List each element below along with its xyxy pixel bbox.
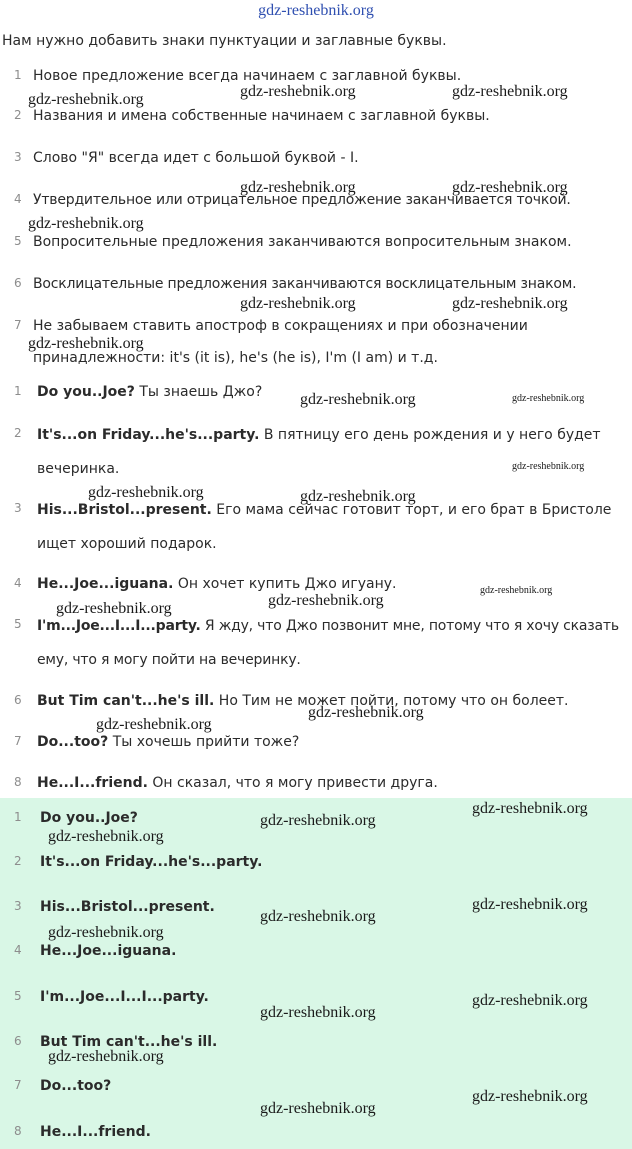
watermark: gdz-reshebnik.org <box>512 461 585 472</box>
watermark: gdz-reshebnik.org <box>472 896 588 913</box>
item-number: 5 <box>14 617 22 631</box>
watermark: gdz-reshebnik.org <box>260 812 376 829</box>
russian-translation: Он сказал, что я могу привести друга. <box>147 775 438 791</box>
watermark: gdz-reshebnik.org <box>472 1088 588 1105</box>
english-sentence: I'm...Joe...I...I...party. <box>37 618 201 634</box>
answer-number: 2 <box>14 854 22 868</box>
rule-text: Восклицательные предложения заканчиваются восклицательным знаком. <box>33 276 577 292</box>
russian-translation: Но Тим не может пойти, потому что он болеет. <box>214 693 569 709</box>
answer-number: 1 <box>14 810 22 824</box>
russian-translation: Я жду, что Джо позвонит мне, потому что я хочу сказать ему, что я могу пойти на вечеринку. <box>37 618 619 668</box>
english-sentence: It's...on Friday...he's...party. <box>37 427 260 443</box>
rule-text: Не забываем ставить апостроф в сокращениях и при обозначении принадлежности: it's (it is), he's (he is), I'm (I am) и т.д. <box>33 318 528 366</box>
watermark: gdz-reshebnik.org <box>260 1100 376 1117</box>
item-number: 8 <box>14 775 22 789</box>
english-sentence: Do...too? <box>37 734 109 750</box>
watermark: gdz-reshebnik.org <box>268 592 384 609</box>
intro-text: Нам нужно добавить знаки пунктуации и заглавные буквы. <box>2 33 447 49</box>
rule-number: 7 <box>14 318 22 332</box>
answer-text: He...I...friend. <box>40 1124 151 1140</box>
item-number: 6 <box>14 693 22 707</box>
watermark: gdz-reshebnik.org <box>260 1004 376 1021</box>
item-number: 3 <box>14 501 22 515</box>
rule-number: 1 <box>14 68 22 82</box>
answer-number: 3 <box>14 899 22 913</box>
watermark: gdz-reshebnik.org <box>300 488 416 505</box>
answer-text: It's...on Friday...he's...party. <box>40 854 263 870</box>
rule-text: Названия и имена собственные начинаем с заглавной буквы. <box>33 108 490 124</box>
watermark: gdz-reshebnik.org <box>28 91 144 108</box>
rule-text: Новое предложение всегда начинаем с заглавной буквы. <box>33 68 462 84</box>
watermark: gdz-reshebnik.org <box>28 335 144 352</box>
item-number: 1 <box>14 384 22 398</box>
watermark: gdz-reshebnik.org <box>472 992 588 1009</box>
english-sentence: He...Joe...iguana. <box>37 576 174 592</box>
watermark: gdz-reshebnik.org <box>240 83 356 100</box>
watermark: gdz-reshebnik.org <box>56 600 172 617</box>
answer-number: 6 <box>14 1034 22 1048</box>
rule-number: 2 <box>14 108 22 122</box>
rule-text: Вопросительные предложения заканчиваются вопросительным знаком. <box>33 234 572 250</box>
rule-text: Слово "Я" всегда идет с большой буквой - I. <box>33 150 359 166</box>
rule-number: 3 <box>14 150 22 164</box>
rule-text: Утвердительное или отрицательное предложение заканчивается точкой. <box>33 192 571 208</box>
rule-number: 6 <box>14 276 22 290</box>
watermark: gdz-reshebnik.org <box>512 393 585 404</box>
watermark: gdz-reshebnik.org <box>480 585 553 596</box>
watermark: gdz-reshebnik.org <box>300 391 416 408</box>
site-watermark-header: gdz-reshebnik.org <box>258 2 374 19</box>
english-sentence: Do you..Joe? <box>37 384 135 400</box>
russian-translation: В пятницу его день рождения и у него будет вечеринка. <box>37 427 601 477</box>
item-number: 2 <box>14 426 22 440</box>
answer-number: 7 <box>14 1078 22 1092</box>
answer-text: Do you..Joe? <box>40 810 138 826</box>
answer-number: 5 <box>14 989 22 1003</box>
item-number: 4 <box>14 576 22 590</box>
answer-text: But Tim can't...he's ill. <box>40 1034 218 1050</box>
watermark: gdz-reshebnik.org <box>260 908 376 925</box>
russian-translation: Ты хочешь прийти тоже? <box>108 734 300 750</box>
watermark: gdz-reshebnik.org <box>96 716 212 733</box>
watermark: gdz-reshebnik.org <box>452 179 568 196</box>
answer-text: He...Joe...iguana. <box>40 943 177 959</box>
watermark: gdz-reshebnik.org <box>48 828 164 845</box>
answer-number: 4 <box>14 943 22 957</box>
answer-text: I'm...Joe...I...I...party. <box>40 989 209 1005</box>
rule-number: 5 <box>14 234 22 248</box>
watermark: gdz-reshebnik.org <box>28 215 144 232</box>
watermark: gdz-reshebnik.org <box>240 179 356 196</box>
rule-number: 4 <box>14 192 22 206</box>
english-sentence: His...Bristol...present. <box>37 502 212 518</box>
watermark: gdz-reshebnik.org <box>472 800 588 817</box>
english-sentence: But Tim can't...he's ill. <box>37 693 215 709</box>
watermark: gdz-reshebnik.org <box>452 83 568 100</box>
watermark: gdz-reshebnik.org <box>452 295 568 312</box>
watermark: gdz-reshebnik.org <box>48 924 164 941</box>
watermark: gdz-reshebnik.org <box>88 484 204 501</box>
english-sentence: He...I...friend. <box>37 775 148 791</box>
answer-text: Do...too? <box>40 1078 112 1094</box>
watermark: gdz-reshebnik.org <box>48 1048 164 1065</box>
watermark: gdz-reshebnik.org <box>240 295 356 312</box>
answer-number: 8 <box>14 1124 22 1138</box>
russian-translation: Он хочет купить Джо игуану. <box>173 576 397 592</box>
answer-text: His...Bristol...present. <box>40 899 215 915</box>
russian-translation: Ты знаешь Джо? <box>134 384 263 400</box>
item-number: 7 <box>14 734 22 748</box>
russian-translation: Его мама сейчас готовит торт, и его брат в Бристоле ищет хороший подарок. <box>37 502 612 552</box>
watermark: gdz-reshebnik.org <box>308 704 424 721</box>
